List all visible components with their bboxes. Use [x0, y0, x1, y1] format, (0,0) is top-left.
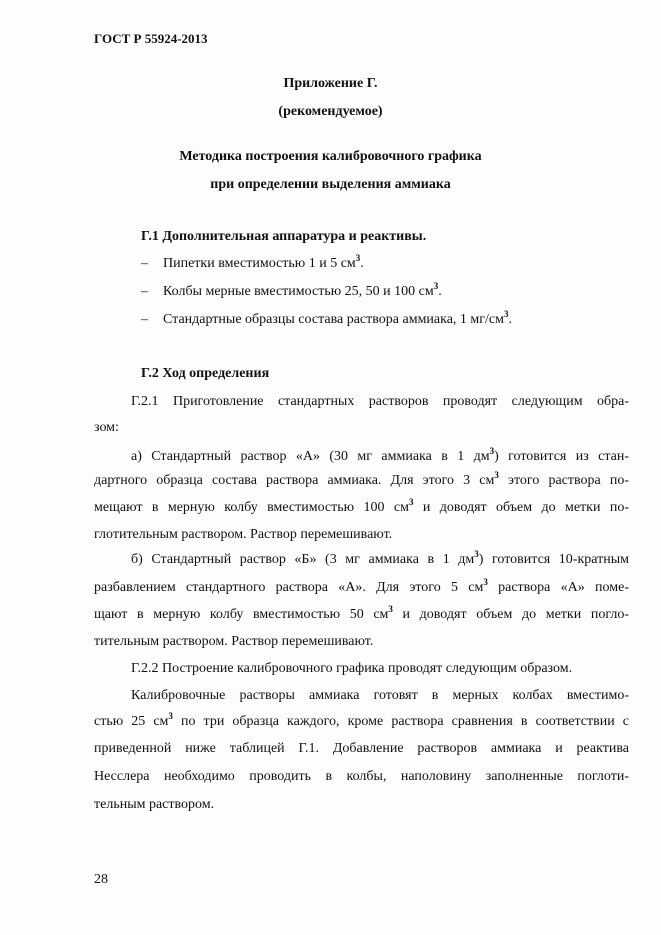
paragraph-line: разбавлением стандартного раствора «А». Для этого 5 $см^3$ раствора «А» поме-	[94, 577, 629, 595]
paragraph-line: стью 25 $см^3$ по три образца каждого, кроме раствора сравнения в соответствии с	[94, 711, 629, 729]
paragraph-line: приведенной ниже таблицей Г.1. Добавление растворов аммиака и реактива	[94, 741, 629, 756]
appendix-title: Приложение Г.	[283, 76, 378, 91]
list-item: – Стандартные образцы состава раствора аммиака, 1 $мг/см^3$.	[141, 309, 512, 327]
paragraph-line: дартного образца состава раствора аммиака. Для этого 3 $см^3$ этого раствора по-	[94, 470, 630, 488]
paragraph-line: мещают в мерную колбу вместимостью 100 $см^3$ и доводят объем до метки по-	[94, 497, 629, 515]
paragraph-line: глотительным раствором. Раствор перемешивают.	[94, 527, 393, 542]
list-dash: –	[141, 284, 148, 299]
paragraph-line: Г.2.2 Построение калибровочного графика проводят следующим образом.	[131, 661, 573, 676]
list-dash: –	[141, 312, 148, 327]
standard-header: ГОСТ Р 55924-2013	[94, 31, 208, 46]
paragraph-line: Г.2.1 Приготовление стандартных растворов проводят следующим обра-	[131, 394, 629, 409]
section-2-title: Г.2 Ход определения	[141, 366, 270, 381]
list-item: – Пипетки вместимостью 1 и 5 $см^3$.	[141, 253, 364, 271]
paragraph-line: а) Стандартный раствор «А» (30 мг аммиака в 1 $дм^3$) готовится из стан-	[131, 446, 630, 464]
page-number: 28	[94, 872, 108, 887]
paragraph-line: Несслера необходимо проводить в колбы, наполовину заполненные поглоти-	[94, 769, 629, 784]
method-title-line-1: Методика построения калибровочного графика	[179, 149, 482, 164]
method-title-line-2: при определении выделения аммиака	[210, 177, 451, 192]
paragraph-line: зом:	[94, 420, 119, 435]
list-item: – Колбы мерные вместимостью 25, 50 и 100 $см^3$.	[141, 281, 442, 299]
paragraph-line: щают в мерную колбу вместимостью 50 $см^3$ и доводят объем до метки погло-	[94, 604, 630, 622]
paragraph-line: б) Стандартный раствор «Б» (3 мг аммиака в 1 $дм^3$) готовится 10-кратным	[131, 549, 629, 567]
paragraph-line: тельным раствором.	[94, 797, 215, 812]
paragraph-line: Калибровочные растворы аммиака готовят в мерных колбах вместимо-	[131, 688, 629, 703]
list-dash: –	[141, 256, 148, 271]
appendix-subtitle: (рекомендуемое)	[278, 104, 383, 119]
section-1-title: Г.1 Дополнительная аппаратура и реактивы.	[141, 229, 427, 244]
paragraph-line: тительным раствором. Раствор перемешивают.	[94, 634, 374, 649]
